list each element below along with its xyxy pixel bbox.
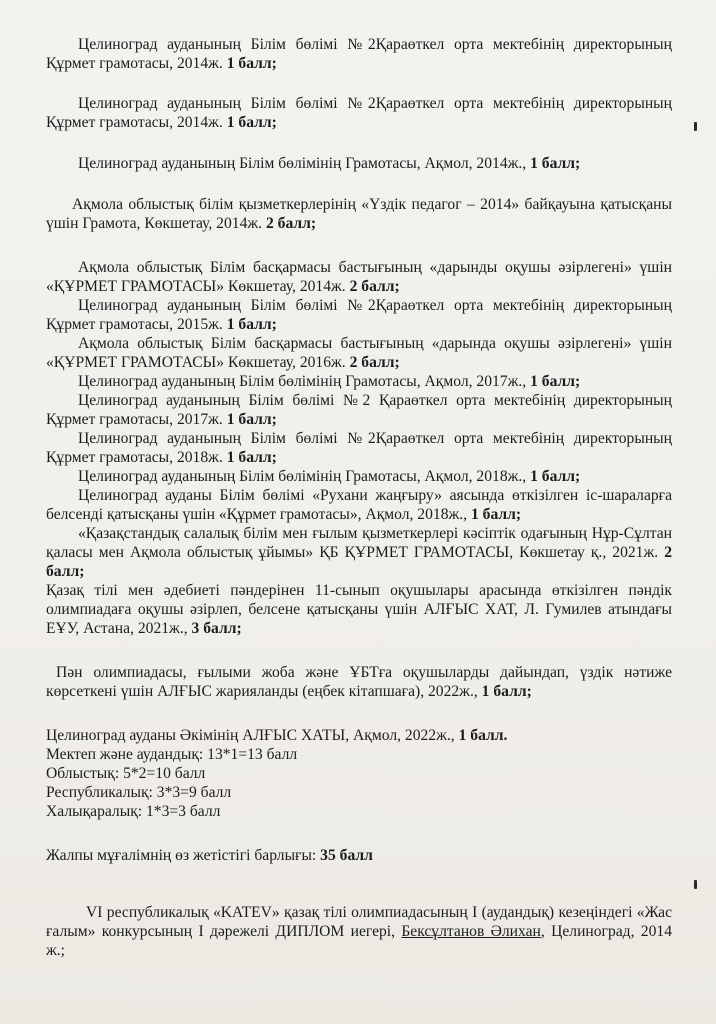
award-paragraph: Целиноград ауданының Білім бөлімі №2Қараөткел орта мектебінің директорының Құрмет грамотасы, 2018ж. 1 балл; (46, 430, 672, 466)
award-paragraph: «Қазақстандық салалық білім мен ғылым қызметкерлері кәсіптік одағының Нұр-Сұлтан қаласы мен Ақмола облыстық ұйымы» ҚБ ҚҰРМЕТ ГРАМОТАСЫ, Көкшетау қ., 2021ж. 2 балл; (46, 525, 672, 580)
award-paragraph: Целиноград ауданының Білім бөлімінің Грамотасы, Ақмол, 2018ж., 1 балл; (78, 468, 581, 485)
award-paragraph: Целиноград ауданының Білім бөлімі №2Қараөткел орта мектебінің директорының Құрмет грамотасы, 2014ж. 1 балл; (46, 36, 672, 72)
award-paragraph: Ақмола облыстық Білім басқармасы бастығының «дарында оқушы әзірлегені» үшін «ҚҰРМЕТ ГРАМОТАСЫ» Көкшетау, 2016ж. 2 балл; (46, 335, 672, 371)
award-paragraph: Қазақ тілі мен әдебиеті пәндерінен 11-сынып оқушылары арасында өткізілген пәндік олимпиадаға оқушы әзірлеп, белсене қатысқаны үшін АЛҒЫС ХАТ, Л. Гумилев атындағы ЕҰУ, Астана, 2021ж., 3 балл; (46, 582, 672, 637)
summary-line: Халықаралық: 1*3=3 балл (46, 803, 221, 820)
award-paragraph: Целиноград ауданының Білім бөлімінің Грамотасы, Ақмол, 2017ж., 1 балл; (78, 373, 581, 390)
student-name: Бексұлтанов Әлихан (401, 923, 541, 940)
summary-line: Республикалық: 3*3=9 балл (46, 784, 232, 801)
award-paragraph: Ақмола облыстық білім қызметкерлерінің «Үздік педагог – 2014» байқауына қатысқаны үшін Грамота, Көкшетау, 2014ж. 2 балл; (46, 196, 672, 232)
award-paragraph: Целиноград ауданының Білім бөлімі №2Қараөткел орта мектебінің директорының Құрмет грамотасы, 2014ж. 1 балл; (46, 95, 672, 131)
summary-line: Облыстық: 5*2=10 балл (46, 765, 206, 782)
award-paragraph: Ақмола облыстық Білім басқармасы бастығының «дарынды оқушы әзірлегені» үшін «ҚҰРМЕТ ГРАМОТАСЫ» Көкшетау, 2014ж. 2 балл; (46, 259, 672, 295)
award-paragraph: Пән олимпиадасы, ғылыми жоба және ҰБТға оқушыларды дайындап, үздік нәтиже көрсеткені үшін АЛҒЫС жарияланды (еңбек кітапшаға), 2022ж., 1 балл; (46, 664, 672, 700)
award-paragraph: Целиноград ауданы Әкімінің АЛҒЫС ХАТЫ, Ақмол, 2022ж., 1 балл. (46, 727, 508, 744)
award-paragraph: Целиноград ауданының Білім бөлімінің Грамотасы, Ақмол, 2014ж., 1 балл; (78, 155, 581, 172)
total-line: Жалпы мұғалімнің өз жетістігі барлығы: 35 балл (46, 847, 373, 864)
award-paragraph: Целиноград ауданының Білім бөлімі №2Қараөткел орта мектебінің директорының Құрмет грамотасы, 2015ж. 1 балл; (46, 297, 672, 333)
document-body (46, 35, 672, 960)
award-paragraph: Целиноград ауданының Білім бөлімі №2 Қараөткел орта мектебінің директорының Құрмет грамотасы, 2017ж. 1 балл; (46, 392, 672, 428)
ink-mark (694, 880, 697, 889)
diploma-paragraph: VI республикалық «KATEV» қазақ тілі олимпиадасының I (аудандық) кезеңіндегі «Жас ғалым» конкурсының I дәрежелі ДИПЛОМ иегері, Бексұлтанов Әлихан, Целиноград, 2014 ж.; (46, 904, 672, 959)
summary-line: Мектеп және аудандық: 13*1=13 балл (46, 746, 298, 763)
award-paragraph: Целиноград ауданы Білім бөлімі «Рухани жаңғыру» аясында өткізілген іс-шараларға белсенді қатысқаны үшін «Құрмет грамотасы», Ақмол, 2018ж., 1 балл; (46, 487, 672, 523)
ink-mark (694, 122, 697, 131)
